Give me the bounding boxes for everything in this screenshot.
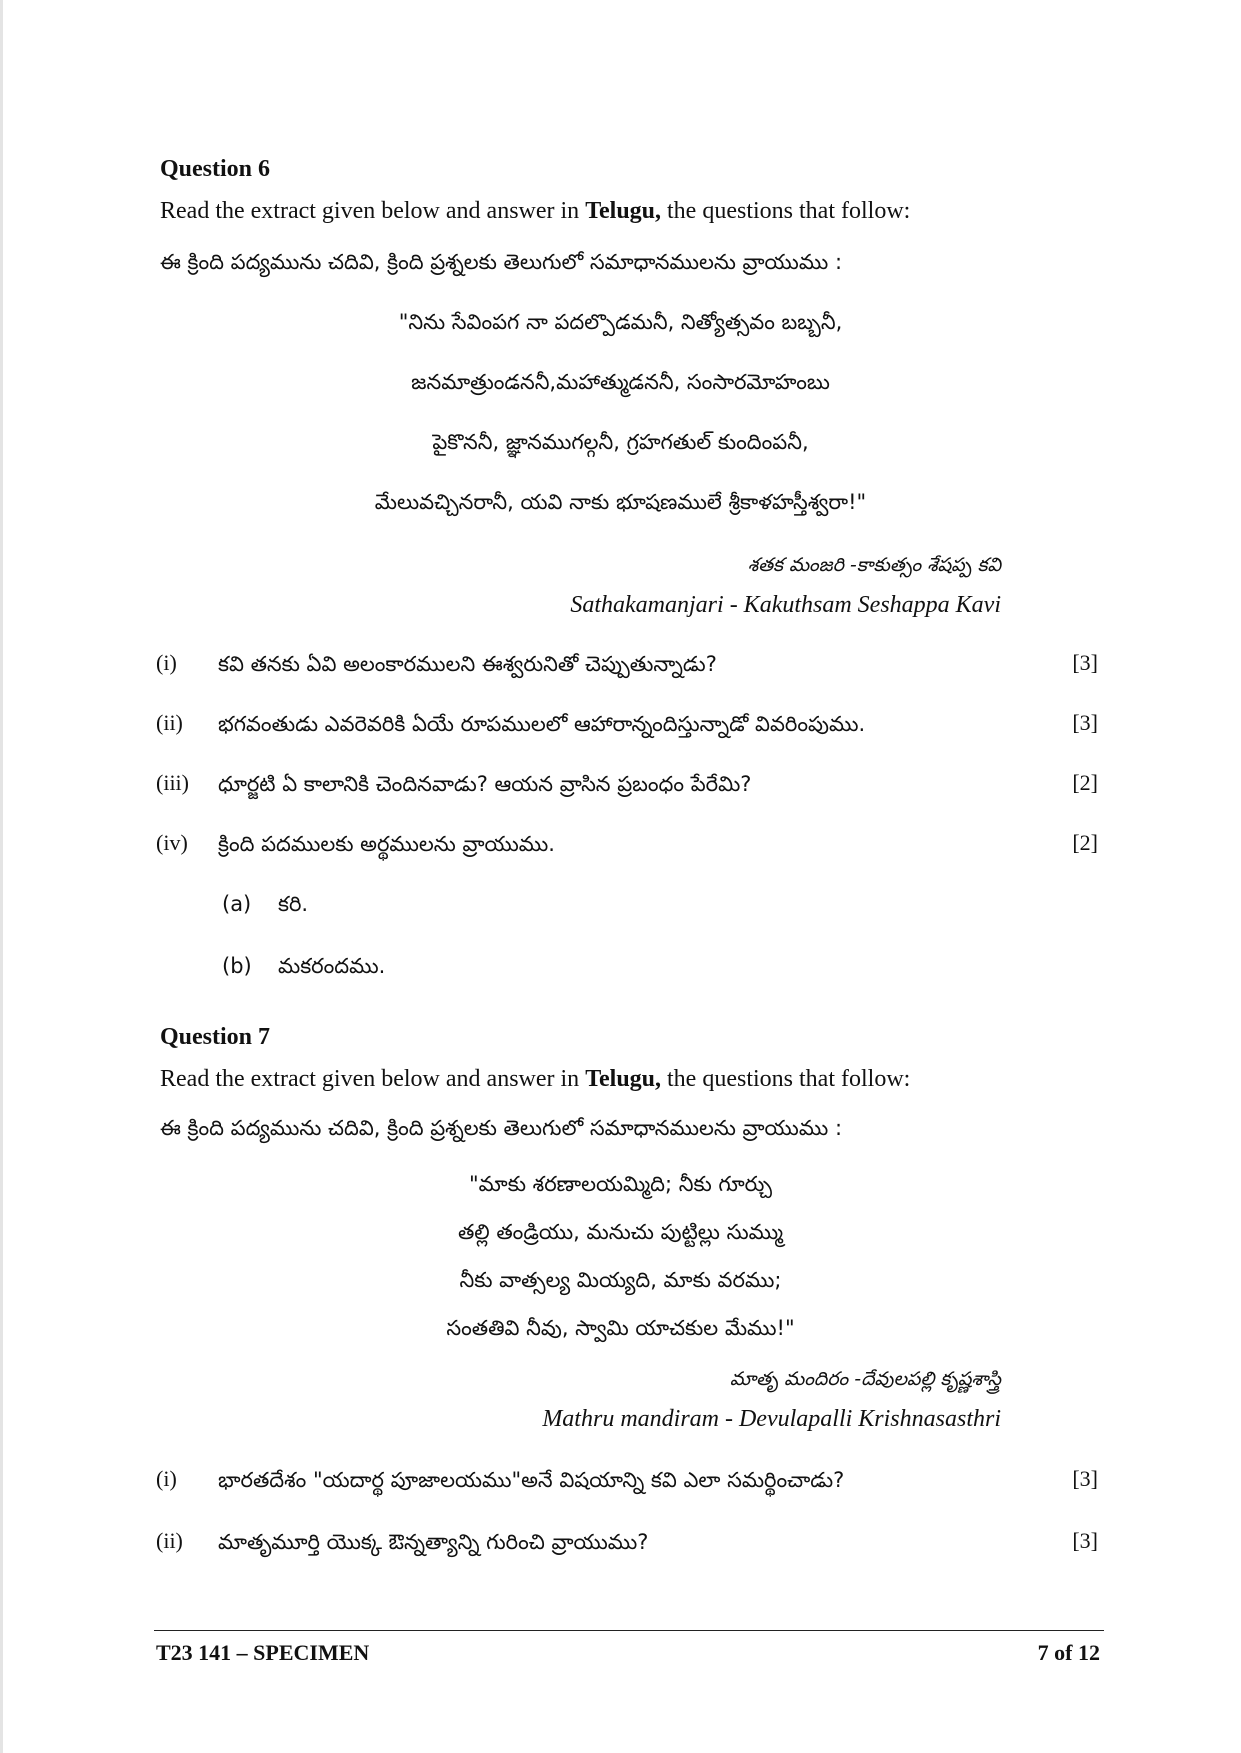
question-6-intro	[160, 198, 910, 225]
item-number: (iii)	[156, 770, 189, 795]
item-marks: [3]	[1072, 650, 1098, 675]
item-text: భగవంతుడు ఎవరెవరికి ఏయే రూపములలో ఆహారాన్నందిస్తున్నాడో వివరింపుము.	[218, 712, 866, 736]
intro-language: Telugu,	[585, 198, 662, 224]
item-number: (ii)	[156, 1528, 183, 1553]
sub-item-label: (b)	[222, 954, 252, 978]
question-6-title: Question 6	[160, 156, 271, 182]
page-edge-shadow	[0, 0, 3, 1753]
question-7-intro	[160, 1066, 910, 1093]
footer-rule	[154, 1630, 1104, 1631]
item-marks: [2]	[1072, 830, 1098, 855]
item-number: (i)	[156, 1466, 177, 1491]
item-text: కవి తనకు ఏవి అలంకారములని ఈశ్వరునితో చెప్పుతున్నాడు?	[218, 652, 717, 676]
question-7-instruction: ఈ క్రింది పద్యమును చదివి, క్రింది ప్రశ్నలకు తెలుగులో సమాధానములను వ్రాయుము :	[160, 1116, 843, 1140]
intro-text: Read the extract given below and answer in	[160, 198, 586, 224]
question-item	[156, 770, 1098, 804]
item-text: మాతృమూర్తి యొక్క ఔన్నత్యాన్ని గురించి వ్రాయుము?	[218, 1530, 649, 1554]
footer-page-number: 7 of 12	[1037, 1640, 1100, 1665]
attribution-telugu: శతక మంజరి -కాకుత్సం శేషప్ప కవి	[747, 554, 1001, 576]
question-item	[156, 710, 1098, 744]
attribution-english: Mathru mandiram - Devulapalli Krishnasasthri	[542, 1406, 1001, 1432]
question-6-instruction: ఈ క్రింది పద్యమును చదివి, క్రింది ప్రశ్నలకు తెలుగులో సమాధానములను వ్రాయుము :	[160, 250, 843, 274]
footer-paper-code: T23 141 – SPECIMEN	[156, 1640, 370, 1665]
poem-line: మేలువచ్చినరానీ, యవి నాకు భూషణములే శ్రీకాళహస్తీశ్వరా!"	[374, 490, 867, 514]
item-text: ధూర్జటి ఏ కాలానికి చెందినవాడు? ఆయన వ్రాసిన ప్రబంధం పేరేమి?	[218, 772, 752, 796]
poem-line: సంతతివి నీవు, స్వామి యాచకుల మేము!"	[446, 1316, 795, 1340]
item-marks: [3]	[1072, 1528, 1098, 1553]
attribution-english: Sathakamanjari - Kakuthsam Seshappa Kavi	[570, 592, 1001, 618]
attribution-telugu: మాతృ మందిరం -దేవులపల్లి కృష్ణశాస్త్రి	[729, 1368, 1001, 1390]
item-number: (i)	[156, 650, 177, 675]
intro-text: the questions that follow:	[661, 1066, 911, 1092]
poem-line: నీకు వాత్సల్య మియ్యది, మాకు వరము;	[459, 1268, 782, 1292]
poem-line: "నిను సేవింపగ నా పదల్పొడమనీ, నిత్యోత్సవం బబ్బనీ,	[398, 310, 843, 334]
sub-item-text: కరి.	[278, 892, 309, 916]
item-text: భారతదేశం "యదార్థ పూజాలయము"అనే విషయాన్ని కవి ఎలా సమర్థించాడు?	[218, 1468, 845, 1492]
question-item	[156, 1466, 1098, 1500]
item-marks: [3]	[1072, 710, 1098, 735]
intro-language: Telugu,	[585, 1066, 662, 1092]
poem-line: తల్లి తండ్రియు, మనుచు పుట్టిల్లు సుమ్ము	[457, 1220, 784, 1244]
item-number: (iv)	[156, 830, 188, 855]
question-7-title: Question 7	[160, 1024, 271, 1050]
sub-item	[222, 954, 385, 984]
sub-item-text: మకరందము.	[278, 954, 386, 978]
intro-text: the questions that follow:	[661, 198, 911, 224]
item-text: క్రింది పదములకు అర్థములను వ్రాయుము.	[218, 832, 555, 856]
poem-line: "మాకు శరణాలయమ్మిది; నీకు గూర్చు	[469, 1172, 772, 1196]
question-item	[156, 1528, 1098, 1562]
poem-line: జనమాత్రుండననీ,మహాత్ముడననీ, సంసారమోహంబు	[411, 370, 830, 394]
item-number: (ii)	[156, 710, 183, 735]
question-item	[156, 650, 1098, 684]
sub-item	[222, 892, 308, 922]
question-item	[156, 830, 1098, 864]
sub-item-label: (a)	[222, 892, 252, 916]
poem-line: పైకొననీ, జ్ఞానముగల్గనీ, గ్రహగతుల్ కుందింపనీ,	[432, 430, 809, 454]
intro-text: Read the extract given below and answer in	[160, 1066, 586, 1092]
item-marks: [3]	[1072, 1466, 1098, 1491]
item-marks: [2]	[1072, 770, 1098, 795]
